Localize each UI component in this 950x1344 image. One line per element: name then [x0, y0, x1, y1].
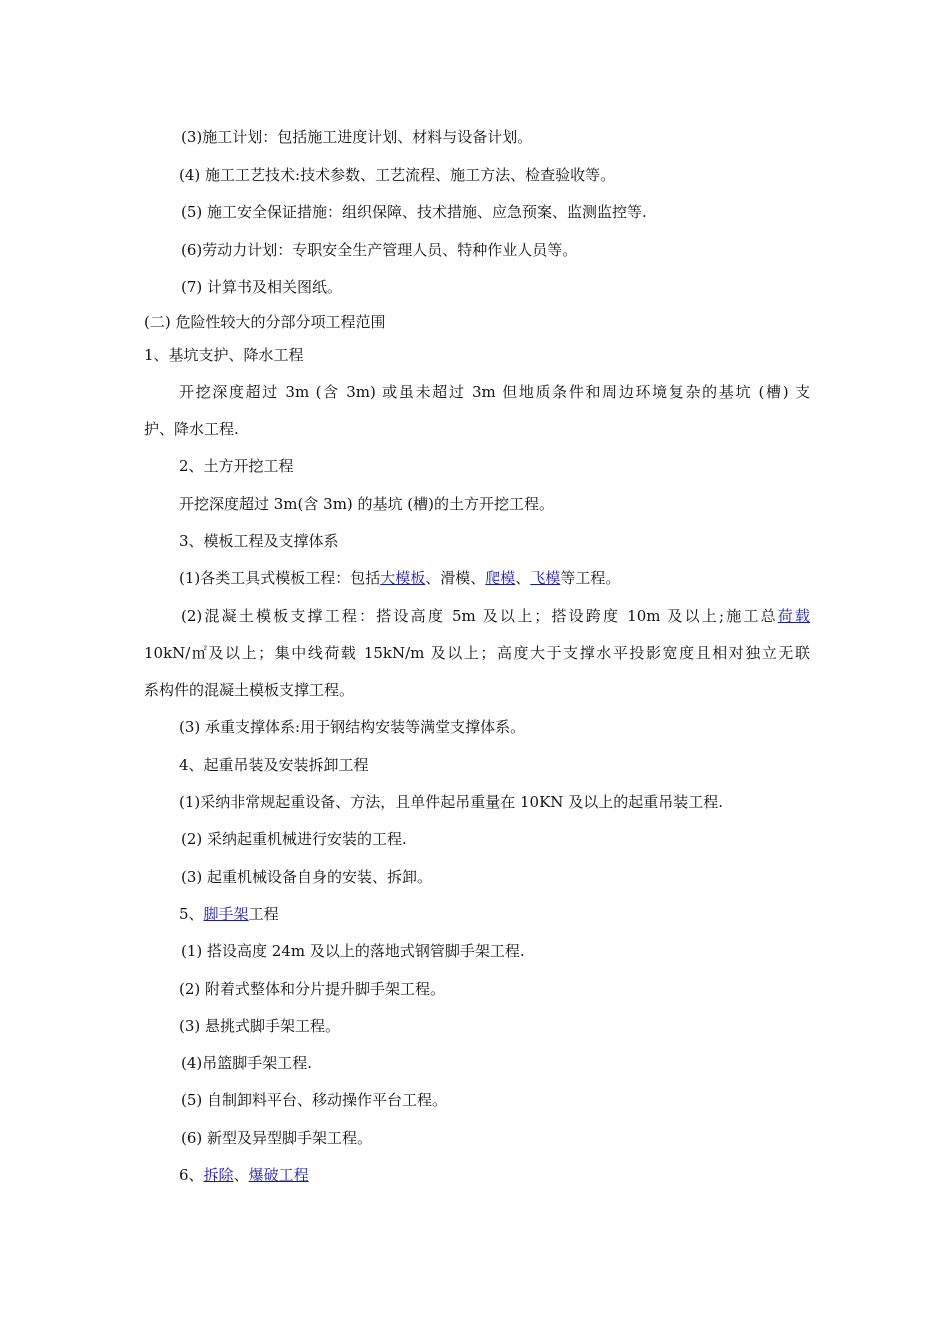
formwork-item [179, 568, 620, 588]
support-paragraph-line2: 10kN/㎡及以上；集中线荷载 15kN/m 及以上；高度大于支撑水平投影宽度且相对独立无联 [144, 644, 810, 662]
large-formwork-link[interactable]: 大模板 [380, 569, 426, 587]
formwork-item-prefix: (1)各类工具式模板工程：包括 [179, 569, 381, 587]
scaffolding-item-5: (5) 自制卸料平台、移动操作平台工程。 [181, 1091, 448, 1109]
support-paragraph-line3: 系构件的混凝土模板支撑工程。 [144, 681, 355, 699]
scaffolding-link[interactable]: 脚手架 [203, 905, 249, 923]
support-paragraph-line1-text: (2)混凝土模板支撑工程：搭设高度 5m 及以上；搭设跨度 10m 及以上;施工总 [181, 607, 778, 625]
blasting-link[interactable]: 爆破工程 [248, 1166, 309, 1184]
subsection-heading-scaffolding [179, 904, 279, 924]
subsection-heading-formwork: 3、模板工程及支撑体系 [179, 532, 339, 550]
lifting-item-1: (1)采纳非常规起重设备、方法，且单件起吊重量在 10KN 及以上的起重吊装工程. [179, 793, 723, 811]
construction-plan-item: (3)施工计划：包括施工进度计划、材料与设备计划。 [181, 128, 533, 146]
demolition-heading-sep: 、 [233, 1166, 249, 1184]
calculation-item: (7) 计算书及相关图纸。 [181, 278, 343, 296]
demolition-link[interactable]: 拆除 [203, 1166, 234, 1184]
lifting-item-2: (2) 采纳起重机械进行安装的工程. [181, 830, 407, 848]
flying-formwork-link[interactable]: 飞模 [530, 569, 561, 587]
excavation-support-paragraph-line1: 开挖深度超过 3m (含 3m) 或虽未超过 3m 但地质条件和周边环境复杂的基坑 (槽) 支 [179, 383, 810, 401]
subsection-heading-excavation-support: 1、基坑支护、降水工程 [144, 346, 304, 364]
formwork-item-suffix: 等工程。 [560, 569, 621, 587]
process-technology-item: (4) 施工工艺技术:技术参数、工艺流程、施工方法、检查验收等。 [179, 166, 616, 184]
safety-measures-item: (5) 施工安全保证措施：组织保障、技术措施、应急预案、监测监控等. [181, 203, 647, 221]
scaffolding-heading-prefix: 5、 [179, 905, 204, 923]
demolition-heading-prefix: 6、 [179, 1166, 204, 1184]
scaffolding-heading-suffix: 工程 [248, 905, 279, 923]
section-heading: (二) 危险性较大的分部分项工程范围 [144, 313, 386, 331]
labor-plan-item: (6)劳动力计划：专职安全生产管理人员、特种作业人员等。 [181, 241, 578, 259]
scaffolding-item-2: (2) 附着式整体和分片提升脚手架工程。 [179, 980, 446, 998]
scaffolding-item-3: (3) 悬挑式脚手架工程。 [179, 1017, 341, 1035]
formwork-item-sep2: 、 [515, 569, 531, 587]
lifting-item-3: (3) 起重机械设备自身的安装、拆卸。 [181, 868, 433, 886]
subsection-heading-demolition [179, 1165, 309, 1185]
formwork-item-sep1: 、滑模、 [425, 569, 486, 587]
subsection-heading-lifting: 4、起重吊装及安装拆卸工程 [179, 756, 369, 774]
earthwork-paragraph: 开挖深度超过 3m(含 3m) 的基坑 (槽)的土方开挖工程。 [179, 495, 555, 513]
scaffolding-item-4: (4)吊篮脚手架工程. [181, 1054, 313, 1072]
climbing-formwork-link[interactable]: 爬模 [485, 569, 516, 587]
scaffolding-item-1: (1) 搭设高度 24m 及以上的落地式钢管脚手架工程. [181, 942, 525, 960]
load-bearing-support-item: (3) 承重支撑体系:用于钢结构安装等满堂支撑体系。 [179, 718, 526, 736]
excavation-support-paragraph-line2: 护、降水工程. [144, 420, 239, 438]
support-paragraph-line1 [181, 606, 810, 626]
scaffolding-item-6: (6) 新型及异型脚手架工程。 [181, 1129, 373, 1147]
subsection-heading-earthwork: 2、土方开挖工程 [179, 457, 294, 475]
load-link[interactable]: 荷载 [777, 607, 810, 625]
